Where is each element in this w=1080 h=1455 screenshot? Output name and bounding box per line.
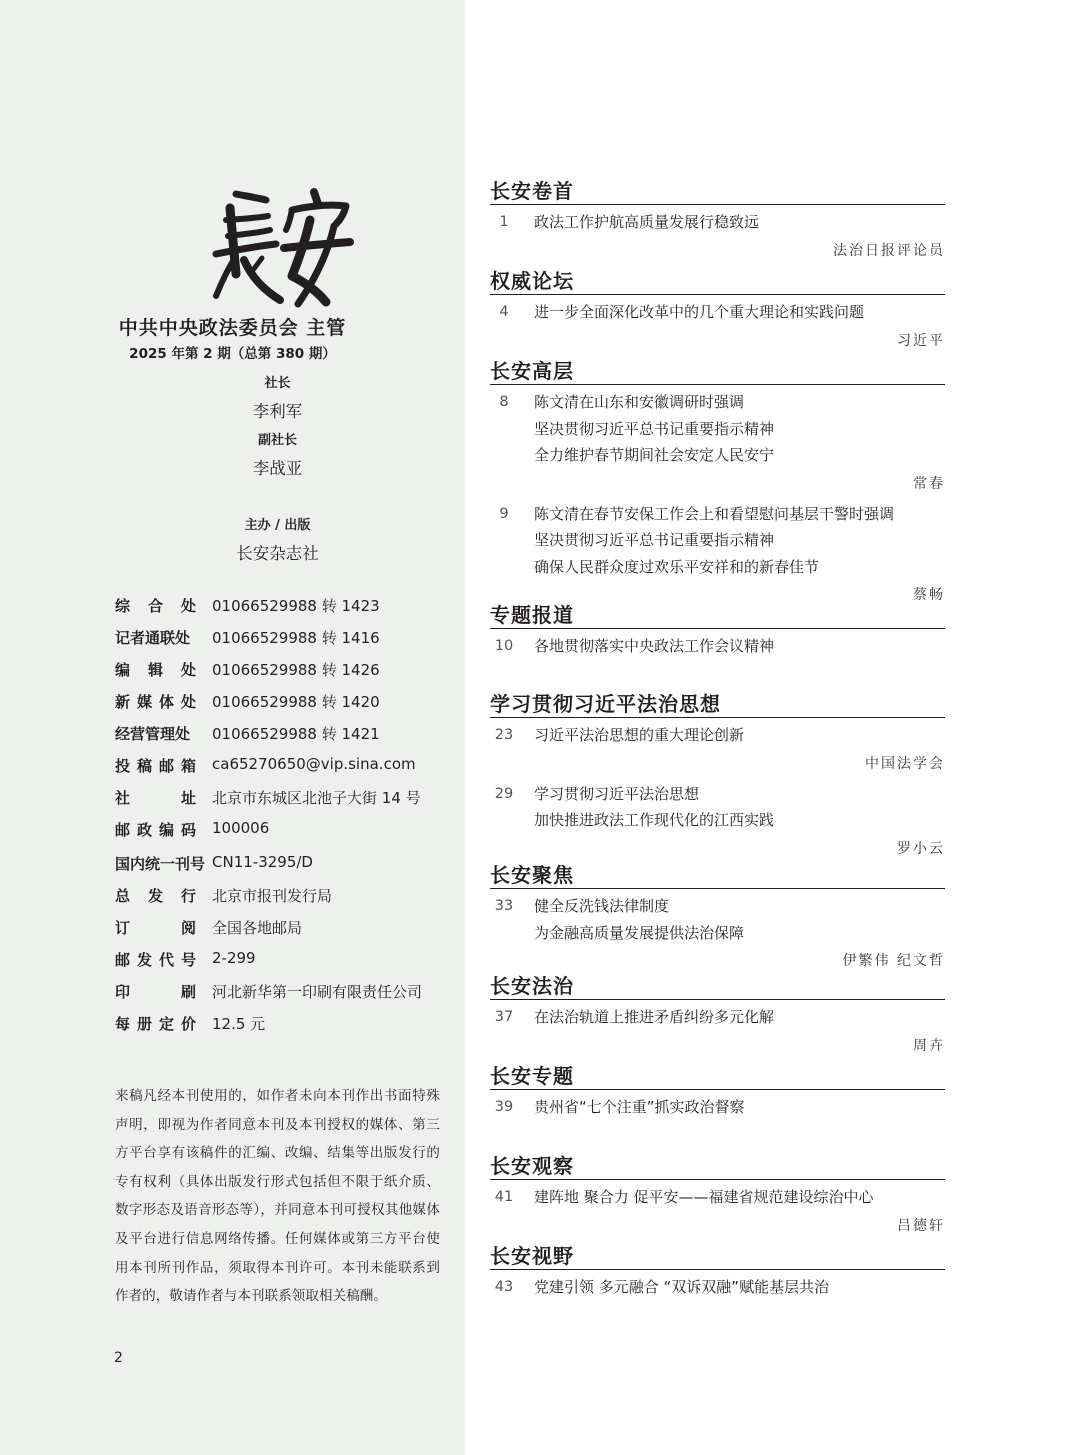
- article-title-line: 全力维护春节期间社会安定人民安宁: [534, 446, 775, 464]
- info-value: 01066529988 转 1416: [212, 629, 380, 647]
- section-title: 长安专题: [490, 1063, 945, 1090]
- article-author: 中国法学会: [865, 755, 945, 772]
- info-value: 12.5 元: [212, 1015, 266, 1033]
- article-title-line: 41 建阵地 聚合力 促平安——福建省规范建设综治中心: [490, 1184, 945, 1211]
- toc-section: [490, 178, 945, 264]
- toc-article[interactable]: [490, 1094, 945, 1121]
- article-title-line: 8 陈文清在山东和安徽调研时强调: [490, 389, 945, 416]
- page-ref: 33: [494, 898, 514, 914]
- section-title: 专题报道: [490, 602, 945, 629]
- article-author: 习近平: [897, 332, 945, 349]
- article-author: 罗小云: [897, 840, 945, 857]
- info-label: 邮政编码: [115, 821, 196, 839]
- info-value: 01066529988 转 1426: [212, 661, 380, 679]
- page-ref: 4: [499, 304, 509, 320]
- toc-section: [490, 973, 945, 1059]
- article-title-line: 9 陈文清在春节安保工作会上和看望慰问基层干警时强调: [490, 501, 945, 528]
- info-value: CN11-3295/D: [212, 853, 313, 871]
- toc-article[interactable]: [490, 781, 945, 862]
- president-label: 社长: [264, 376, 291, 391]
- issue-number: 2025 年第 2 期（总第 380 期）: [129, 346, 336, 362]
- toc-article[interactable]: [490, 1004, 945, 1059]
- page-ref: 9: [499, 505, 509, 522]
- toc-section: [490, 358, 945, 608]
- section-title: 长安高层: [490, 358, 945, 385]
- sponsor-line: 中共中央政法委员会 主管: [118, 317, 347, 339]
- page-ref: 37: [494, 1009, 514, 1025]
- article-title-line: 37 在法治轨道上推进矛盾纠纷多元化解: [490, 1004, 945, 1031]
- toc-section: [490, 1153, 945, 1239]
- info-label: 印刷: [115, 983, 196, 1001]
- article-title-line: 10 各地贯彻落实中央政法工作会议精神: [490, 633, 945, 660]
- publisher-label: 主办 / 出版: [244, 518, 311, 533]
- logo-image: [206, 186, 354, 310]
- info-label: 编辑处: [115, 661, 196, 679]
- section-title: 学习贯彻习近平法治思想: [490, 691, 945, 718]
- section-title: 长安卷首: [490, 178, 945, 205]
- section-title: 长安观察: [490, 1153, 945, 1180]
- page-ref: 1: [499, 214, 509, 230]
- copyright-notice: 来稿凡经本刊使用的，如作者未向本刊作出书面特殊声明，即视为作者同意本刊及本刊授权的媒体、第三方平台享有该稿件的汇编、改编、结集等出版发行的专有权利（具体出版发行形式包括但不限于纸介质、数字形态及语音形态等），并同意本刊可授权其他媒体及平台进行信息网络传播。任何媒体或第三方平台使用本刊所刊作品，须取得本刊许可。本刊未能联系到作者的，敬请作者与本刊联系领取相关稿酬。: [115, 1088, 440, 1305]
- article-title-line: 33 健全反洗钱法律制度: [490, 893, 945, 920]
- article-author: 法治日报评论员: [833, 242, 945, 259]
- article-author: 常春: [913, 475, 945, 492]
- info-value: 100006: [212, 819, 270, 837]
- article-title-line: 29 学习贯彻习近平法治思想: [490, 781, 945, 808]
- toc-section: [490, 268, 945, 354]
- section-title: 长安聚焦: [490, 862, 945, 889]
- article-title-line: 39 贵州省“七个注重”抓实政治督察: [490, 1094, 945, 1121]
- toc-section: [490, 862, 945, 974]
- toc-article[interactable]: [490, 299, 945, 354]
- page-ref: 29: [494, 785, 514, 802]
- article-author: 吕德轩: [897, 1217, 945, 1234]
- article-title-line: 为金融高质量发展提供法治保障: [534, 923, 745, 942]
- toc-article[interactable]: [490, 1184, 945, 1239]
- info-label: 总发行: [115, 887, 196, 905]
- article-title-line: 43 党建引领 多元融合 “双诉双融”赋能基层共治: [490, 1274, 945, 1301]
- article-title-line: 加快推进政法工作现代化的江西实践: [534, 811, 775, 829]
- vice-president-label: 副社长: [257, 433, 297, 448]
- toc-article[interactable]: [490, 722, 945, 777]
- article-title-line: 23 习近平法治思想的重大理论创新: [490, 722, 945, 749]
- info-label: 社址: [115, 789, 196, 807]
- page-ref: 8: [499, 394, 509, 410]
- section-title: 权威论坛: [490, 268, 945, 295]
- info-value: 01066529988 转 1421: [212, 725, 380, 743]
- info-value: ca65270650@vip.sina.com: [212, 755, 416, 773]
- calligraphy-logo: [206, 186, 354, 310]
- section-title: 长安法治: [490, 973, 945, 1000]
- toc-article[interactable]: [490, 633, 945, 660]
- vice-president-name: 李战亚: [252, 459, 303, 478]
- page-ref: 43: [494, 1279, 514, 1295]
- info-value: 河北新华第一印刷有限责任公司: [212, 983, 423, 1001]
- toc-section: [490, 1243, 945, 1301]
- info-label: 国内统一刊号: [115, 855, 206, 873]
- page-ref: 10: [494, 638, 514, 654]
- info-value: 01066529988 转 1420: [212, 693, 380, 711]
- info-label: 每册定价: [115, 1015, 196, 1033]
- info-label: 综合处: [115, 597, 196, 615]
- info-value: 01066529988 转 1423: [212, 597, 380, 615]
- toc-article[interactable]: [490, 893, 945, 974]
- info-label: 订阅: [115, 919, 196, 937]
- info-value: 2-299: [212, 949, 256, 967]
- info-value: 北京市东城区北池子大街 14 号: [212, 789, 421, 807]
- article-title-line: 1 政法工作护航高质量发展行稳致远: [490, 209, 945, 236]
- page-ref: 39: [494, 1099, 514, 1115]
- info-label: 邮发代号: [115, 951, 196, 969]
- toc-article[interactable]: [490, 501, 945, 609]
- info-label: 新媒体处: [115, 693, 196, 711]
- publisher-name: 长安杂志社: [236, 544, 319, 563]
- section-title: 长安视野: [490, 1243, 945, 1270]
- toc-article[interactable]: [490, 389, 945, 497]
- page-ref: 41: [494, 1189, 514, 1205]
- article-title-line: 坚决贯彻习近平总书记重要指示精神: [534, 531, 775, 549]
- toc-article[interactable]: [490, 1274, 945, 1301]
- article-author: 伊繁伟 纪文哲: [842, 953, 945, 969]
- article-author: 蔡畅: [913, 587, 945, 603]
- info-label: 投稿邮箱: [115, 757, 196, 775]
- president-name: 李利军: [252, 402, 303, 421]
- masthead-panel: [0, 0, 465, 1455]
- info-label: 记者通联处: [115, 629, 191, 647]
- info-value: 全国各地邮局: [212, 919, 303, 937]
- toc-section: [490, 691, 945, 862]
- info-label: 经营管理处: [115, 725, 191, 743]
- article-title-line: 确保人民群众度过欢乐平安祥和的新春佳节: [534, 557, 820, 576]
- page-number: 2: [114, 1350, 123, 1366]
- toc-article[interactable]: [490, 209, 945, 264]
- toc-section: [490, 602, 945, 660]
- info-value: 北京市报刊发行局: [212, 887, 333, 905]
- article-title-line: 4 进一步全面深化改革中的几个重大理论和实践问题: [490, 299, 945, 326]
- article-author: 周卉: [913, 1037, 945, 1054]
- article-title-line: 坚决贯彻习近平总书记重要指示精神: [534, 419, 775, 438]
- page-ref: 23: [494, 727, 514, 743]
- toc-section: [490, 1063, 945, 1121]
